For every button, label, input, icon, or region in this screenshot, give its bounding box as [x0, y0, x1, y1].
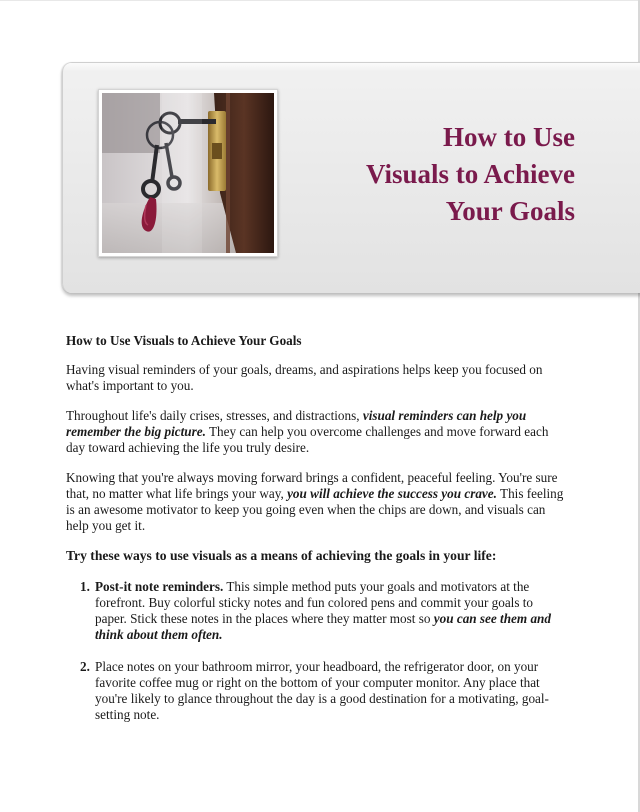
banner-title-line-2: Visuals to Achieve	[366, 159, 575, 189]
header-banner	[62, 62, 640, 293]
list-item-text: Place notes on your bathroom mirror, your headboard, the refrigerator door, on your favorite coffee mug or right on the bottom of your computer monitor. Any place that you're likely to glance throughout the day is a good destination for a motivating, goal-setting note.	[95, 659, 549, 722]
tips-list	[66, 579, 566, 723]
paragraph-3	[66, 470, 566, 534]
paragraph-3-text-a: Knowing that you're always moving forward brings a confident, peaceful feeling. You're sure that, no matter what life brings your way,	[66, 470, 558, 501]
paragraph-2	[66, 408, 566, 456]
paragraph-3-emphasis: you will achieve the success you crave.	[287, 486, 497, 501]
article-heading: How to Use Visuals to Achieve Your Goals	[66, 333, 302, 348]
article-body	[66, 333, 566, 739]
banner-title	[215, 119, 575, 230]
banner-shine	[63, 63, 640, 71]
list-item	[66, 659, 566, 723]
paragraph-2-text-b: They can help you overcome challenges and move forward each day toward achieving the life you truly desire.	[66, 424, 549, 455]
list-item-number: 2.	[80, 659, 90, 674]
list-item	[66, 579, 566, 643]
paragraph-1: Having visual reminders of your goals, dreams, and aspirations helps keep you focused on what's important to you.	[66, 362, 543, 393]
paragraph-3-text-b: This feeling is an awesome motivator to keep you going even when the chips are down, and visuals can help you get it.	[66, 486, 564, 533]
list-item-number: 1.	[80, 579, 90, 594]
section-subheading: Try these ways to use visuals as a means of achieving the goals in your life:	[66, 548, 497, 563]
banner-title-line-3: Your Goals	[445, 196, 575, 226]
list-item-emphasis: you can see them and think about them often.	[95, 611, 551, 642]
list-item-text: This simple method puts your goals and motivators at the forefront. Buy colorful sticky notes and fun colored pens and commit your goals to paper. Stick these notes in the places where they matter most so	[95, 579, 534, 626]
paragraph-2-text-a: Throughout life's daily crises, stresses, and distractions,	[66, 408, 363, 423]
page-top-border	[0, 0, 640, 1]
list-item-lead: Post-it note reminders.	[95, 579, 224, 594]
paragraph-2-emphasis: visual reminders can help you remember the big picture.	[66, 408, 527, 439]
banner-title-line-1: How to Use	[443, 122, 575, 152]
